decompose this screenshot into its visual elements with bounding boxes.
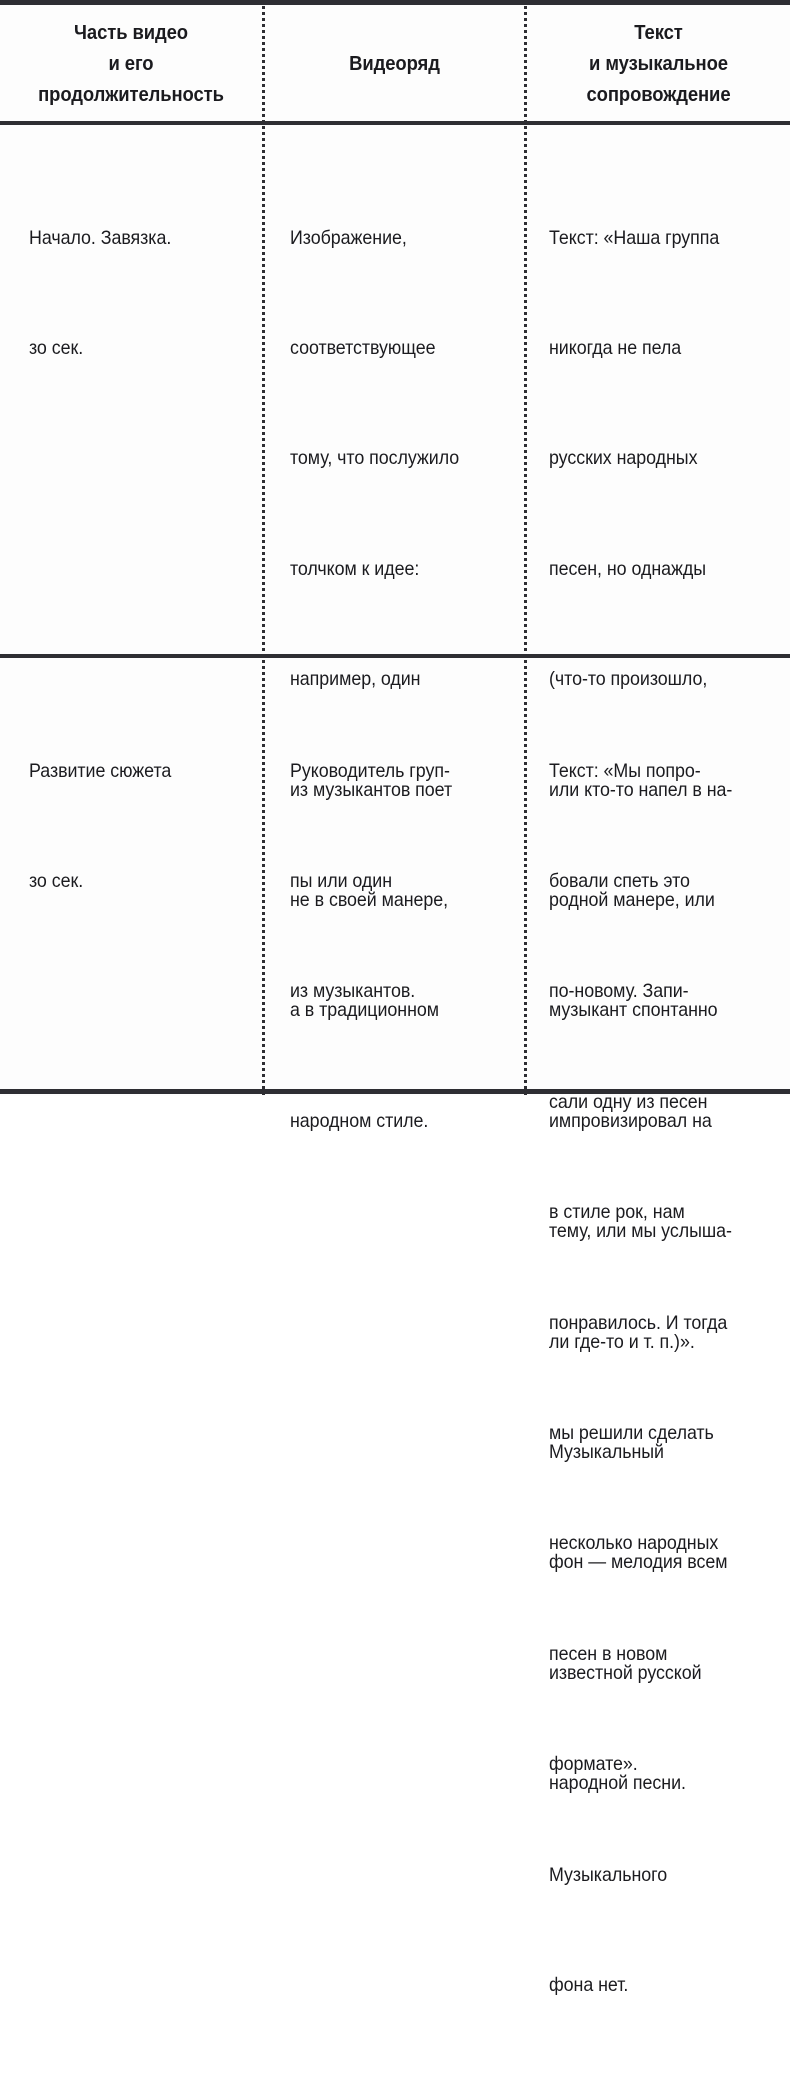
table-row (290, 679, 514, 1084)
cell-line: в стиле рок, нам (549, 1201, 685, 1224)
cell-line: Музыкального (549, 1863, 668, 1886)
cell-line: Руководитель груп- (290, 759, 450, 782)
cell-line: сали одну из песен (549, 1090, 708, 1113)
column-divider-2 (524, 0, 527, 1096)
cell-line: тему, или мы услыша- (549, 1220, 732, 1243)
cell-line: Развитие сюжета (29, 759, 172, 782)
column-header-text-music-line-3: сопровождение (586, 82, 731, 106)
cell-line: народном стиле. (290, 1109, 429, 1132)
cell-line: зо сек. (29, 336, 84, 359)
cell-line: например, один (290, 668, 421, 691)
cell-line: (что-то произошло, (549, 668, 708, 691)
cell-line: понравилось. И тогда (549, 1311, 728, 1334)
cell-line: песен, но однажды (549, 557, 707, 580)
column-header-text-music-line-1: Текст (634, 20, 683, 44)
cell-line: Музыкальный (549, 1440, 664, 1463)
cell-line: Текст: «Мы попро- (549, 759, 701, 782)
cell-line: тому, что послужило (290, 447, 460, 470)
table-row (549, 679, 778, 2077)
cell-line: музыкант спонтанно (549, 999, 718, 1022)
cell-line: никогда не пела (549, 336, 682, 359)
cell-line: а в традиционном (290, 999, 439, 1022)
column-header-part-line-3: продолжительность (38, 82, 224, 106)
header-separator (0, 121, 790, 125)
cell-line: Начало. Завязка. (29, 226, 172, 249)
table-row (29, 679, 249, 973)
column-header-part (13, 5, 249, 121)
cell-line: известной русской (549, 1661, 702, 1684)
cell-line: из музыкантов. (290, 980, 416, 1003)
cell-line: фона нет. (549, 1973, 629, 1996)
cell-line: по-новому. Запи- (549, 980, 689, 1003)
cell-line: народной песни. (549, 1772, 686, 1795)
cell-line: Текст: «Наша группа (549, 226, 720, 249)
cell-line: толчком к идее: (290, 557, 420, 580)
cell-line: пы или один (290, 869, 393, 892)
cell-line: несколько народных (549, 1532, 719, 1555)
cell-line: мы решили сделать (549, 1421, 714, 1444)
cell-line: песен в новом (549, 1642, 668, 1665)
cell-line: не в своей манере, (290, 888, 449, 911)
cell-line: русских народных (549, 447, 698, 470)
cell-line: или кто-то напел в на- (549, 778, 733, 801)
cell-line: фон — мелодия всем (549, 1551, 728, 1574)
column-header-video (278, 5, 511, 121)
column-header-part-line-1: Часть видео (74, 20, 188, 44)
cell-line: формате». (549, 1753, 638, 1776)
table-row (29, 146, 249, 440)
cell-line: соответствующее (290, 336, 436, 359)
column-header-text-music-line-2: и музыкальное (589, 51, 728, 75)
cell-line: из музыкантов поет (290, 778, 453, 801)
cell-line: импровизировал на (549, 1109, 712, 1132)
column-header-part-line-2: и его (108, 51, 154, 75)
cell-line: бовали спеть это (549, 869, 690, 892)
column-header-text-music (540, 5, 777, 121)
column-header-video-line-1: Видеоряд (349, 51, 440, 75)
table-header-row (0, 5, 790, 121)
cell-line: родной манере, или (549, 888, 715, 911)
column-divider-1 (262, 0, 265, 1096)
cell-line: зо сек. (29, 869, 84, 892)
cell-line: ли где-то и т. п.)». (549, 1330, 695, 1353)
cell-line: Изображение, (290, 226, 407, 249)
